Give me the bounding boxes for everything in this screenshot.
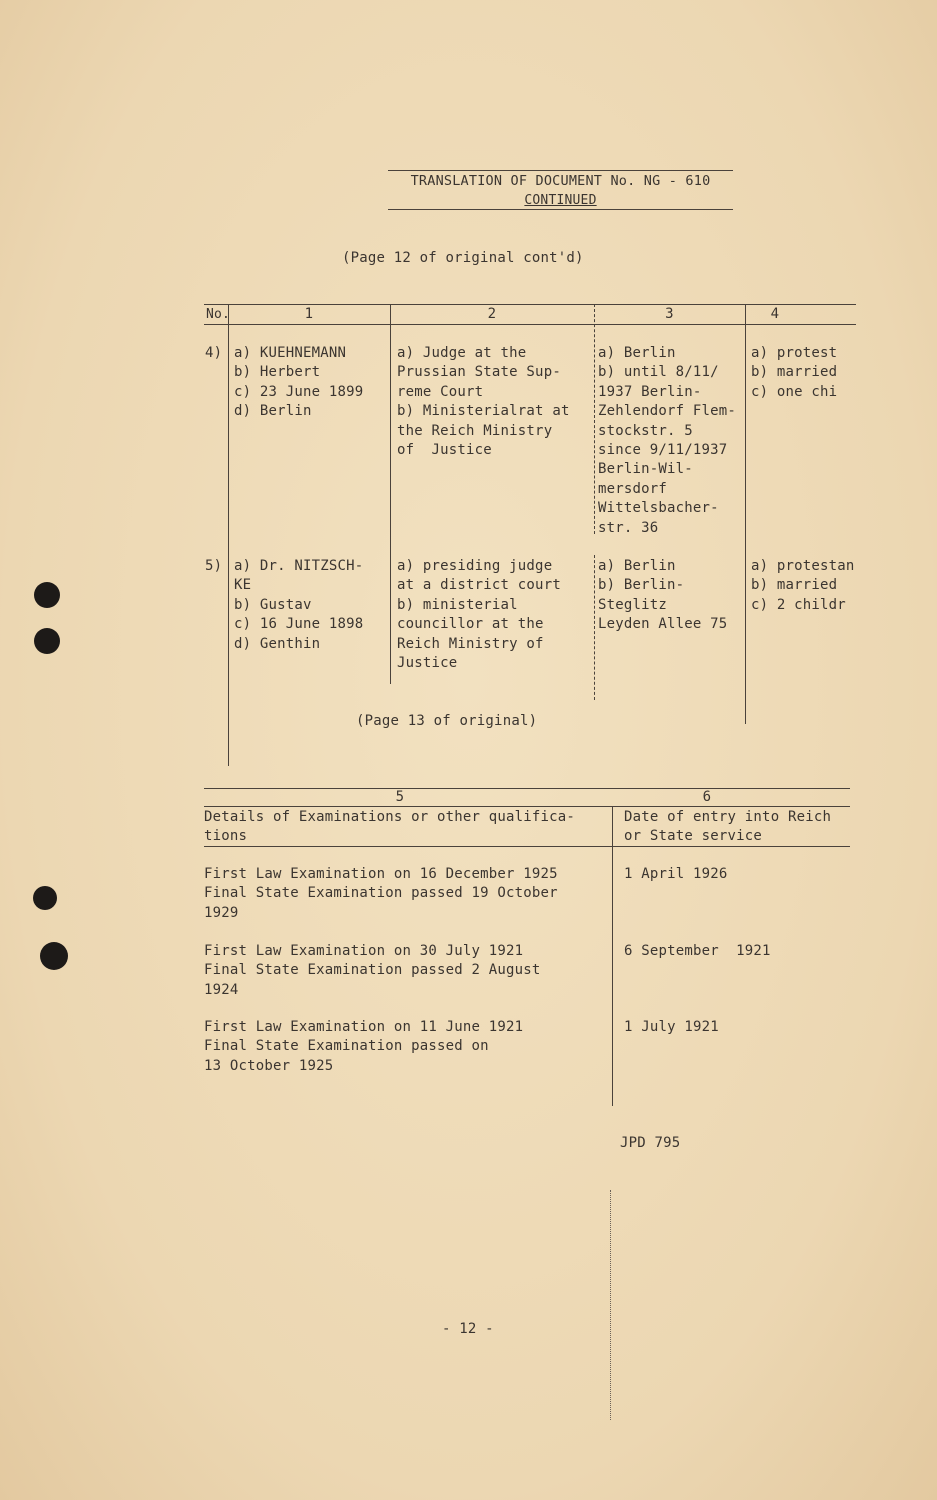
table2-row-exams: First Law Examination on 30 July 1921 Final State Examination passed 2 August 1924 <box>204 943 541 998</box>
table1-header-col4: 4 <box>770 306 780 322</box>
table1-col-divider <box>745 304 746 724</box>
table1-row-family: a) protestan b) married c) 2 childr <box>751 558 855 613</box>
table1-header-col3: 3 <box>665 306 674 322</box>
table1-header-col2: 2 <box>487 306 497 322</box>
punch-hole <box>34 582 60 608</box>
table1-row-number: 5) <box>205 558 223 574</box>
table1-col-divider <box>228 304 229 766</box>
page-number: - 12 - <box>442 1321 494 1337</box>
table1-row-position: a) presiding judge at a district court b) ministerial councillor at the Reich Ministry of Justice <box>397 558 561 672</box>
table1-row-residence: a) Berlin b) until 8/11/ 1937 Berlin- Zehlendorf Flem- stockstr. 5 since 9/11/1937 Berlin-Wil- mersdorf Wittelsbacher- str. 36 <box>598 345 737 536</box>
table1-header-col1: 1 <box>304 306 314 322</box>
table2-row-exams: First Law Examination on 11 June 1921 Final State Examination passed on 13 October 1925 <box>204 1019 524 1074</box>
table1-row-position: a) Judge at the Prussian State Sup- reme Court b) Ministerialrat at the Reich Ministry of Justice <box>397 345 570 459</box>
table1-header-no: No. <box>206 307 231 322</box>
table1-col-divider <box>594 555 595 700</box>
table1-col-divider <box>594 304 595 534</box>
table1-col-divider <box>390 304 391 684</box>
table2-row-exams: First Law Examination on 16 December 1925 Final State Examination passed 19 October 1929 <box>204 866 558 921</box>
page-note-top: (Page 12 of original cont'd) <box>342 250 584 266</box>
header-rule-bottom <box>388 209 733 210</box>
table2-row-entry-date: 6 September 1921 <box>624 943 771 959</box>
table1-row-name-details: a) KUEHNEMANN b) Herbert c) 23 June 1899 d) Berlin <box>234 345 364 420</box>
table1-row-name-details: a) Dr. NITZSCH- KE b) Gustav c) 16 June 1898 d) Genthin <box>234 558 364 652</box>
margin-mark <box>610 1190 611 1420</box>
table1-row-number: 4) <box>205 345 223 361</box>
document-code: JPD 795 <box>620 1135 681 1151</box>
header-rule-top <box>388 170 733 171</box>
table2-subheader-col6: Date of entry into Reich or State service <box>624 809 832 845</box>
table2-row-entry-date: 1 July 1921 <box>624 1019 719 1035</box>
punch-hole <box>34 628 60 654</box>
table2-header-col5: 5 <box>395 789 405 805</box>
document-subtitle: CONTINUED <box>524 193 597 208</box>
table2-col-divider <box>612 806 613 1106</box>
document-title: TRANSLATION OF DOCUMENT No. NG - 610 <box>410 173 711 189</box>
table1-row-residence: a) Berlin b) Berlin- Steglitz Leyden Allee 75 <box>598 558 728 633</box>
table2-subheader-col5: Details of Examinations or other qualifica- tions <box>204 809 576 845</box>
table2-header-col6: 6 <box>702 789 712 805</box>
table1-row-family: a) protest b) married c) one chi <box>751 345 838 400</box>
punch-hole <box>33 886 57 910</box>
punch-hole <box>40 942 68 970</box>
page-note-middle: (Page 13 of original) <box>356 713 538 729</box>
table2-row-entry-date: 1 April 1926 <box>624 866 728 882</box>
